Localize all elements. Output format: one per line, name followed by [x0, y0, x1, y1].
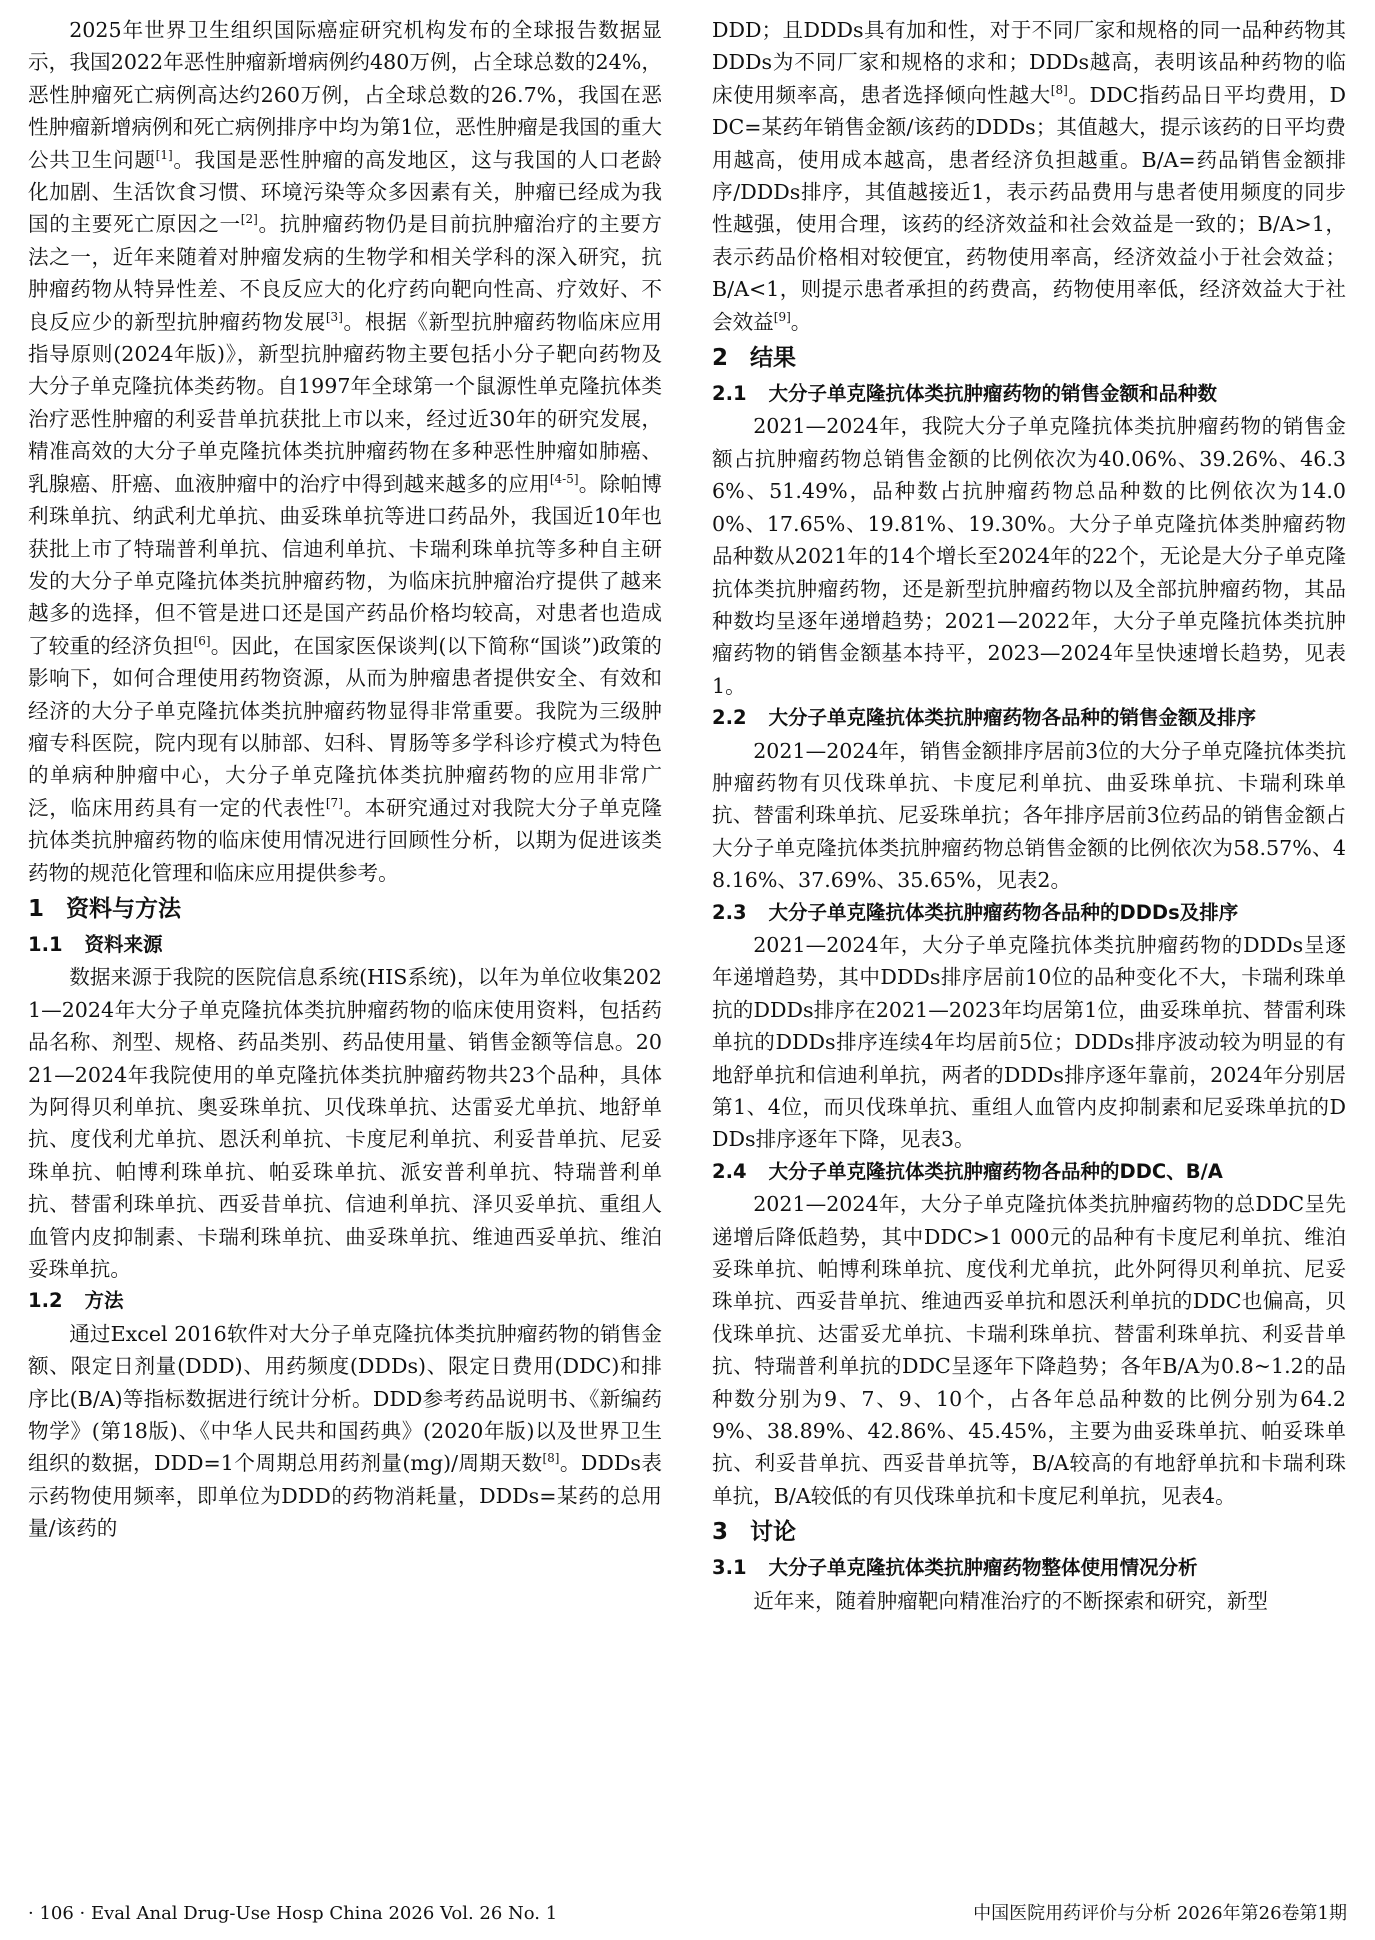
- citation[interactable]: [8]: [542, 1451, 560, 1466]
- results-paragraph-2-4: 2021—2024年，大分子单克隆抗体类抗肿瘤药物的总DDC呈先递增后降低趋势，其中DDC>1 000元的品种有卡度尼利单抗、维泊妥珠单抗、帕博利珠单抗、度伐利尤单抗，此外阿得贝利单抗、尼妥珠单抗、西妥昔单抗、维迪西妥单抗和恩沃利单抗的DDC也偏高，贝伐珠单抗、达雷妥尤单抗、卡瑞利珠单抗、替雷利珠单抗、利妥昔单抗、特瑞普利单抗的DDC呈逐年下降趋势；各年B/A为0.8~1.2的品种数分别为9、7、9、10个，占各年总品种数的比例分别为64.29%、38.89%、42.86%、45.45%，主要为曲妥珠单抗、帕妥珠单抗、利妥昔单抗、西妥昔单抗等，B/A较高的有地舒单抗和卡瑞利珠单抗，B/A较低的有贝伐珠单抗和卡度尼利单抗，见表4。: [712, 1192, 1346, 1508]
- citation[interactable]: [8]: [1050, 82, 1068, 97]
- footer-journal-info-cn: 中国医院用药评价与分析 2026年第26卷第1期: [973, 1903, 1347, 1924]
- discussion-paragraph: 近年来，随着肿瘤靶向精准治疗的不断探索和研究，新型: [753, 1588, 1269, 1613]
- page-footer: [28, 1900, 1347, 1928]
- citation[interactable]: [1]: [155, 147, 173, 162]
- method-paragraph-continued: DDD；且DDDs具有加和性，对于不同厂家和规格的同一品种药物其DDDs为不同厂家和规格的求和；DDDs越高，表明该品种药物的临床使用频率高，患者选择倾向性越大[8]。DDC指药品日平均费用，DDC=某药年销售金额/该药的DDDs；其值越大，提示该药的日平均费用越高，使用成本越高，患者经济负担越重。B/A=药品销售金额排序/DDDs排序，其值越接近1，表示药品费用与患者使用频度的同步性越强，使用合理，该药的经济效益和社会效益是一致的；B/A>1，表示药品价格相对较便宜，药物使用率高，经济效益小于社会效益；B/A<1，则提示患者承担的药费高，药物使用率低，经济效益大于社会效益[9]。: [712, 18, 1346, 334]
- citation[interactable]: [7]: [325, 795, 343, 810]
- left-column: [28, 14, 662, 1545]
- citation[interactable]: [4-5]: [549, 471, 579, 486]
- subsection-heading-3-1: 3.1 大分子单克隆抗体类抗肿瘤药物整体使用情况分析: [712, 1556, 1198, 1580]
- subsection-heading-data-source: 1.1 资料来源: [28, 932, 163, 956]
- subsection-heading-2-3: 2.3 大分子单克隆抗体类抗肿瘤药物各品种的DDDs及排序: [712, 900, 1239, 924]
- citation[interactable]: [6]: [193, 633, 211, 648]
- method-paragraph: 通过Excel 2016软件对大分子单克隆抗体类抗肿瘤药物的销售金额、限定日剂量(DDD)、用药频度(DDDs)、限定日费用(DDC)和排序比(B/A)等指标数据进行统计分析。DDD参考药品说明书、《新编药物学》(第18版)、《中华人民共和国药典》(2020年版)以及世界卫生组织的数据，DDD=1个周期总用药剂量(mg)/周期天数[8]。DDDs表示药物使用频率，即单位为DDD的药物消耗量，DDDs=某药的总用量/该药的: [28, 1321, 663, 1541]
- results-paragraph-2-2: 2021—2024年，销售金额排序居前3位的大分子单克隆抗体类抗肿瘤药物有贝伐珠单抗、卡度尼利单抗、曲妥珠单抗、卡瑞利珠单抗、替雷利珠单抗、尼妥珠单抗；各年排序居前3位药品的销售金额占大分子单克隆抗体类抗肿瘤药物总销售金额的比例依次为58.57%、48.16%、37.69%、35.65%，见表2。: [712, 738, 1346, 893]
- subsection-heading-2-1: 2.1 大分子单克隆抗体类抗肿瘤药物的销售金额和品种数: [712, 382, 1218, 406]
- citation[interactable]: [9]: [773, 309, 791, 324]
- section-heading-methods: 1 资料与方法: [28, 895, 182, 922]
- results-paragraph-2-1: 2021—2024年，我院大分子单克隆抗体类抗肿瘤药物的销售金额占抗肿瘤药物总销售金额的比例依次为40.06%、39.26%、46.36%、51.49%，品种数占抗肿瘤药物总品种数的比例依次为14.00%、17.65%、19.81%、19.30%。大分子单克隆抗体类肿瘤药物品种数从2021年的14个增长至2024年的22个，无论是大分子单克隆抗体类抗肿瘤药物，还是新型抗肿瘤药物以及全部抗肿瘤药物，其品种数均呈逐年递增趋势；2021—2022年，大分子单克隆抗体类抗肿瘤药物的销售金额基本持平，2023—2024年呈快速增长趋势，见表1。: [712, 414, 1346, 698]
- subsection-heading-2-2: 2.2 大分子单克隆抗体类抗肿瘤药物各品种的销售金额及排序: [712, 706, 1257, 730]
- citation[interactable]: [3]: [325, 309, 343, 324]
- section-heading-results: 2 结果: [712, 345, 797, 372]
- subsection-heading-2-4: 2.4 大分子单克隆抗体类抗肿瘤药物各品种的DDC、B/A: [712, 1159, 1223, 1183]
- data-source-paragraph: 数据来源于我院的医院信息系统(HIS系统)，以年为单位收集2021—2024年大分子单克隆抗体类抗肿瘤药物的临床使用资料，包括药品名称、剂型、规格、药品类别、药品使用量、销售金额等信息。2021—2024年我院使用的单克隆抗体类抗肿瘤药物共23个品种，具体为阿得贝利单抗、奥妥珠单抗、贝伐珠单抗、达雷妥尤单抗、地舒单抗、度伐利尤单抗、恩沃利单抗、卡度尼利单抗、利妥昔单抗、尼妥珠单抗、帕博利珠单抗、帕妥珠单抗、派安普利单抗、特瑞普利单抗、替雷利珠单抗、西妥昔单抗、信迪利单抗、泽贝妥单抗、重组人血管内皮抑制素、卡瑞利珠单抗、曲妥珠单抗、维迪西妥单抗、维泊妥珠单抗。: [28, 965, 662, 1282]
- section-heading-discussion: 3 讨论: [712, 1519, 797, 1546]
- intro-paragraph: 2025年世界卫生组织国际癌症研究机构发布的全球报告数据显示，我国2022年恶性肿瘤新增病例约480万例，占全球总数的24%，恶性肿瘤死亡病例高达约260万例，占全球总数的26.7%，我国在恶性肿瘤新增病例和死亡病例排序中均为第1位，恶性肿瘤是我国的重大公共卫生问题[1]。我国是恶性肿瘤的高发地区，这与我国的人口老龄化加剧、生活饮食习惯、环境污染等众多因素有关，肿瘤已经成为我国的主要死亡原因之一[2]。抗肿瘤药物仍是目前抗肿瘤治疗的主要方法之一，近年来随着对肿瘤发病的生物学和相关学科的深入研究，抗肿瘤药物从特异性差、不良反应大的化疗药向靶向性高、疗效好、不良反应少的新型抗肿瘤药物发展[3]。根据《新型抗肿瘤药物临床应用指导原则(2024年版)》，新型抗肿瘤药物主要包括小分子靶向药物及大分子单克隆抗体类药物。自1997年全球第一个鼠源性单克隆抗体类治疗恶性肿瘤的利妥昔单抗获批上市以来，经过近30年的研究发展，精准高效的大分子单克隆抗体类抗肿瘤药物在多种恶性肿瘤如肺癌、乳腺癌、肝癌、血液肿瘤中的治疗中得到越来越多的应用[4-5]。除帕博利珠单抗、纳武利尤单抗、曲妥珠单抗等进口药品外，我国近10年也获批上市了特瑞普利单抗、信迪利单抗、卡瑞利珠单抗等多种自主研发的大分子单克隆抗体类抗肿瘤药物，为临床抗肿瘤治疗提供了越来越多的选择，但不管是进口还是国产药品价格均较高，对患者也造成了较重的经济负担[6]。因此，在国家医保谈判(以下简称“国谈”)政策的影响下，如何合理使用药物资源，从而为肿瘤患者提供安全、有效和经济的大分子单克隆抗体类抗肿瘤药物显得非常重要。我院为三级肿瘤专科医院，院内现有以肺部、妇科、胃肠等多学科诊疗模式为特色的单病种肿瘤中心，大分子单克隆抗体类抗肿瘤药物的应用非常广泛，临床用药具有一定的代表性[7]。本研究通过对我院大分子单克隆抗体类抗肿瘤药物的临床使用情况进行回顾性分析，以期为促进该类药物的规范化管理和临床应用提供参考。: [28, 18, 663, 885]
- right-column: [712, 14, 1346, 1617]
- subsection-heading-method: 1.2 方法: [28, 1289, 124, 1313]
- results-paragraph-2-3: 2021—2024年，大分子单克隆抗体类抗肿瘤药物的DDDs呈逐年递增趋势，其中DDDs排序居前10位的品种变化不大，卡瑞利珠单抗的DDDs排序在2021—2023年均居第1位，曲妥珠单抗、替雷利珠单抗的DDDs排序连续4年均居前5位；DDDs排序波动较为明显的有地舒单抗和信迪利单抗，两者的DDDs排序逐年靠前，2024年分别居第1、4位，而贝伐珠单抗、重组人血管内皮抑制素和尼妥珠单抗的DDDs排序逐年下降，见表3。: [712, 932, 1346, 1152]
- citation[interactable]: [2]: [240, 212, 258, 227]
- footer-journal-info: · 106 · Eval Anal Drug-Use Hosp China 2026 Vol. 26 No. 1: [28, 1903, 558, 1924]
